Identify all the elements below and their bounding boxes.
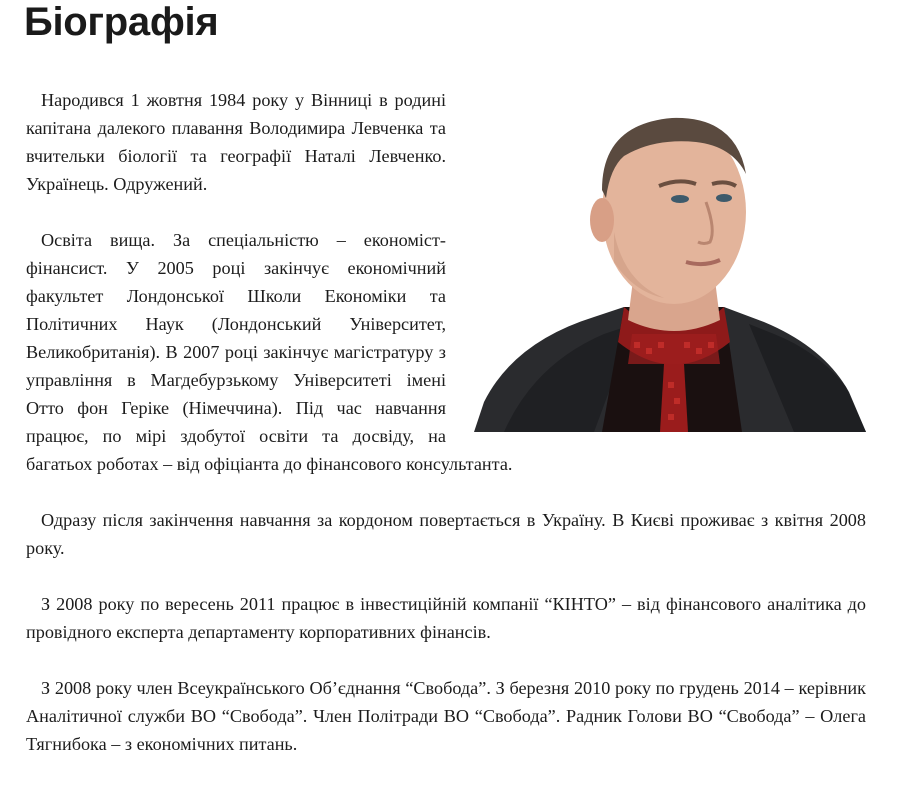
- biography-content: [26, 86, 866, 786]
- paragraph-return: Одразу після закінчення навчання за кордоном повертається в Україну. В Києві проживає з квітня 2008 року.: [26, 510, 866, 558]
- paragraph-svoboda: З 2008 року член Всеукраїнського Об’єднання “Свобода”. З березня 2010 року по грудень 2014 – керівник Аналітичної служби ВО “Свобода”. Член Політради ВО “Свобода”. Радник Голови ВО “Свобода” – Олега Тягнибока – з економічних питань.: [26, 678, 866, 754]
- paragraph-birth: Народився 1 жовтня 1984 року у Вінниці в родині капітана далекого плавання Володимира Левченка та вчительки біології та географії Наталі Левченко. Українець. Одружений.: [26, 90, 446, 194]
- portrait-photo: [474, 102, 866, 432]
- paragraph-career: З 2008 року по вересень 2011 працює в інвестиційній компанії “КІНТО” – від фінансового аналітика до провідного експерта департаменту корпоративних фінансів.: [26, 594, 866, 642]
- paragraph-education: Освіта вища. За спеціальністю – економіст-фінансист. У 2005 році закінчує економічний факультет Лондонської Школи Економіки та Політичних Наук (Лондонський Університет, Великобританія). В 2007 році закінчує магістратуру з управління в Магдебурзькому Університеті імені Отто фон Геріке (Німеччина). Під час навчання працює, по мірі здобутої освіти та досвіду, на багатьох роботах – від офіціанта до фінансового консультанта.: [26, 230, 513, 474]
- page-title: Біографія: [24, 0, 219, 44]
